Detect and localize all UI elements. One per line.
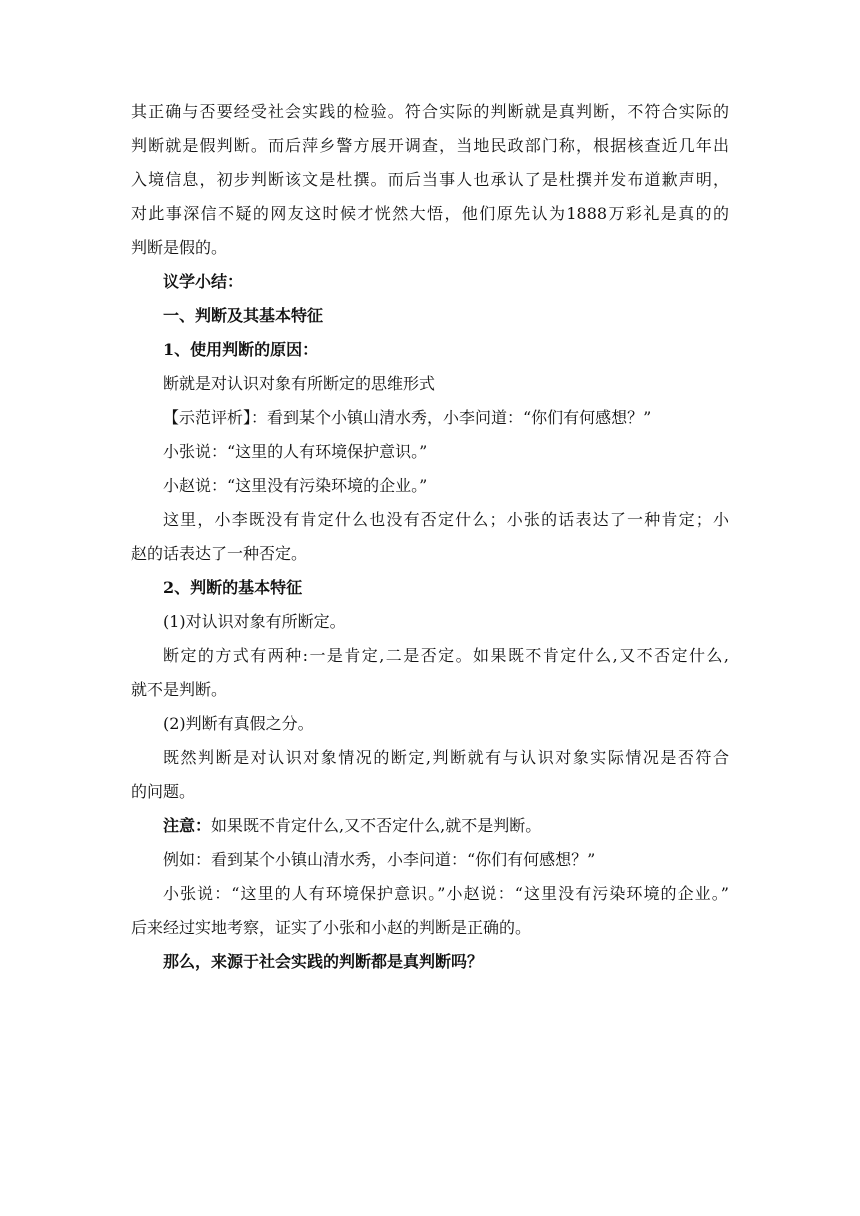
closing-question: 那么，来源于社会实践的判断都是真判断吗？	[163, 952, 484, 971]
feature-item: (2)判断有真假之分。	[163, 714, 314, 733]
paragraph-line: 就不是判断。	[131, 680, 228, 699]
example-line: 例如：看到某个小镇山清水秀，小李问道：“你们有何感想？”	[163, 850, 596, 869]
paragraph-line: 既然判断是对认识对象情况的断定,判断就有与认识对象实际情况是否符合	[163, 748, 729, 767]
paragraph-line: 入境信息，初步判断该文是杜撰。而后当事人也承认了是杜撰并发布道歉声明，	[131, 170, 729, 189]
paragraph-line: 赵的话表达了一种否定。	[131, 544, 308, 563]
quote-line: 小赵说：“这里没有污染环境的企业。”	[163, 476, 428, 495]
paragraph-line: 断定的方式有两种:一是肯定,二是否定。如果既不肯定什么,又不否定什么,	[163, 646, 729, 665]
paragraph-line: 判断是假的。	[131, 238, 228, 257]
subsection-heading-reason: 1、使用判断的原因：	[163, 340, 319, 359]
paragraph-line: 断就是对认识对象有所断定的思维形式	[163, 374, 436, 393]
note-line	[131, 809, 729, 843]
paragraph-line: 判断就是假判断。而后萍乡警方展开调查，当地民政部门称，根据核查近几年出	[131, 136, 729, 155]
paragraph-line: 这里，小李既没有肯定什么也没有否定什么；小张的话表达了一种肯定；小	[163, 510, 729, 529]
document-page	[131, 95, 729, 979]
paragraph-line: 的问题。	[131, 782, 196, 801]
feature-item: (1)对认识对象有所断定。	[163, 612, 346, 631]
section-heading-judgment: 一、判断及其基本特征	[163, 306, 324, 325]
paragraph-line: 后来经过实地考察，证实了小张和小赵的判断是正确的。	[131, 918, 532, 937]
paragraph-line: 其正确与否要经受社会实践的检验。符合实际的判断就是真判断，不符合实际的	[131, 102, 729, 121]
section-heading-summary: 议学小结：	[163, 272, 244, 291]
subsection-heading-features: 2、判断的基本特征	[163, 578, 303, 597]
paragraph-line: 对此事深信不疑的网友这时候才恍然大悟，他们原先认为1888万彩礼是真的的	[131, 204, 729, 223]
note-label: 注意：	[163, 816, 212, 835]
quote-line: 小张说：“这里的人有环境保护意识。”	[163, 442, 428, 461]
example-intro-line: 【示范评析】：看到某个小镇山清水秀，小李问道：“你们有何感想？”	[163, 408, 652, 427]
quote-line: 小张说：“这里的人有环境保护意识。”小赵说：“这里没有污染环境的企业。”	[163, 884, 729, 903]
note-text: 如果既不肯定什么,又不否定什么,就不是判断。	[211, 816, 542, 835]
